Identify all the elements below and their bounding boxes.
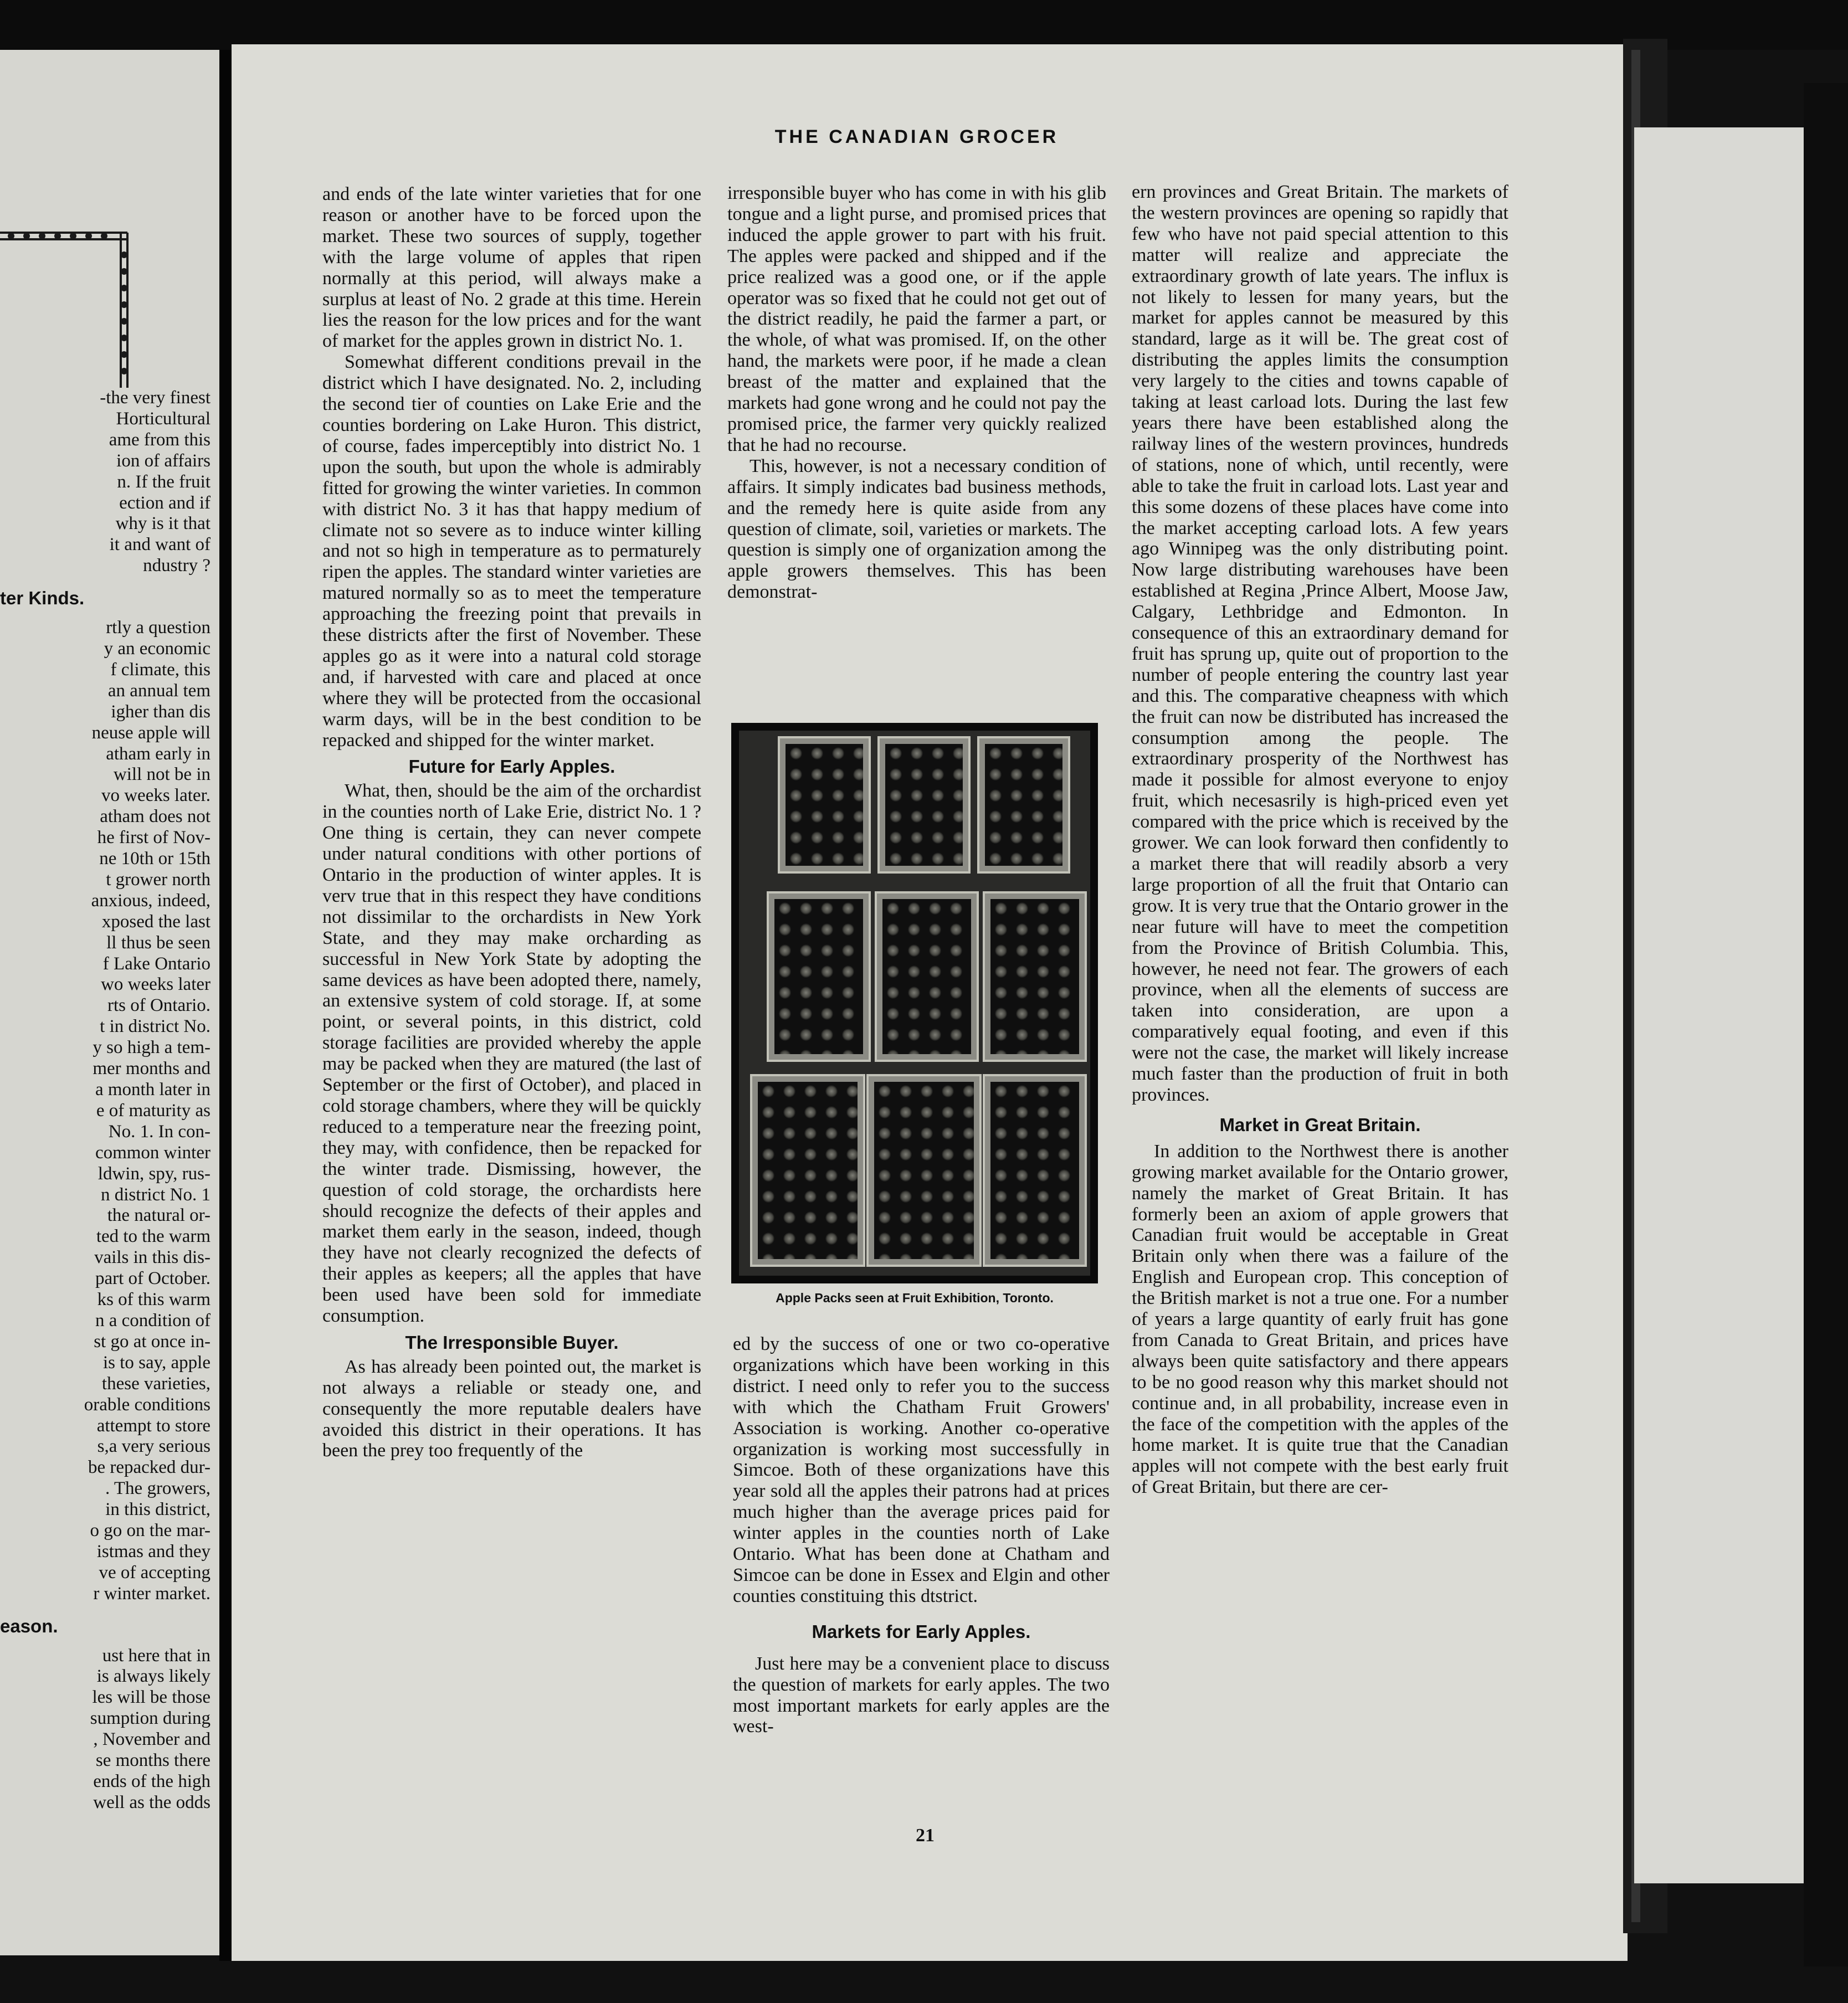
paragraph: ed by the success of one or two co-operative organizations which have been working in this district. I need only to refer you to the success with which the Chatham Fruit Growers' Association is working. Another co-operative organization is working most successfully in Simcoe. Both of these organizations have this year sold all the apples their patrons had at prices much higher than the average prices paid for winter apples in the counties north of Lake Ontario. What has been done at Chatham and Simcoe can be done in Essex and Elgin and other counties constituing this dtstrict.: [733, 1334, 1110, 1606]
left-page-line: be repacked dur-: [88, 1457, 211, 1478]
dark-scan-edge: [0, 0, 1848, 50]
paragraph: and ends of the late winter varieties that for one reason or another have to be forced upon the market. These two sources of supply, together with the large volume of apples that ripen normally at this period, will always make a surplus at least of No. 2 grade at this time. Herein lies the reason for the low prices and for the want of market for the apples grown in district No. 1.: [322, 184, 701, 352]
left-page-line: e of maturity as: [96, 1100, 211, 1121]
section-heading: Future for Early Apples.: [408, 756, 615, 777]
left-page-line: why is it that: [115, 513, 211, 534]
column-2-top: [727, 183, 1106, 603]
right-page-fragment: [1634, 127, 1804, 1883]
left-page-line: y an economic: [104, 638, 211, 659]
left-page-line: ne 10th or 15th: [99, 849, 211, 869]
left-page-line: ust here that in: [102, 1645, 211, 1666]
left-page-line: y so high a tem-: [93, 1038, 211, 1058]
left-page-line: ldwin, spy, rus-: [97, 1163, 211, 1184]
left-page-line: ame from this: [109, 429, 211, 450]
apple-crate: [977, 736, 1070, 874]
left-page-line: Horticultural: [116, 408, 211, 429]
paragraph: Just here may be a convenient place to discuss the question of markets for early apples. The two most important markets for early apples are the west-: [733, 1653, 1110, 1737]
left-page-line: se months there: [95, 1750, 211, 1771]
left-page-line: ll thus be seen: [106, 932, 211, 953]
left-page-line: -the very finest: [100, 388, 211, 408]
section-heading: Markets for Early Apples.: [812, 1621, 1031, 1642]
left-page-line: ends of the high: [93, 1771, 211, 1791]
column-2-bottom: [733, 1334, 1110, 1737]
apple-crate: [866, 1074, 982, 1267]
paragraph: In addition to the Northwest there is another growing market available for the Ontario grower, namely the market of Great Britain. It has formerly been an axiom of apple growers that Canadian fruit would be acceptable in Great Britain only when there was a failure of the English and European crop. This conception of the British market is not a true one. For a number of years a large quantity of early fruit has gone from Canada to Great Britain, and prices have always been quite satisfactory and there appears to be no good reason why this market should not continue and, in all probability, increase even in the face of the competition with the apples of the home market. It is quite true that the Canadian apples will not compete with the best early fruit of Great Britain, but there are cer-: [1132, 1141, 1508, 1498]
left-page-line: common winter: [95, 1142, 211, 1163]
left-page-line: wo weeks later: [101, 974, 211, 995]
left-page-line: these varieties,: [101, 1373, 211, 1394]
left-page-line: ted to the warm: [96, 1226, 211, 1247]
left-page-line: will not be in: [113, 764, 211, 785]
right-shadow: [1804, 83, 1848, 1966]
left-page-line: is to say, apple: [103, 1352, 211, 1373]
paragraph: ern provinces and Great Britain. The markets of the western provinces are opening so rapidly that few who have not paid special attention to this matter will realize and appreciate the extraordinary growth of late years. The influx is not likely to lessen for many years, but the market for apples cannot be measured by this standard, large as it will be. The great cost of distributing the apples limits the consumption very largely to the cities and towns capable of taking at least carload lots. During the last few years there have been established along the railway lines of the western provinces, hundreds of stations, none of which, until recently, were able to take the fruit in carload lots. Last year and this some dozens of these places have come into the market accepting carload lots. A few years ago Winnipeg was the only distributing point. Now large distributing warehouses have been established at Regina ,Prince Albert, Moose Jaw, Calgary, Lethbridge and Edmonton. In consequence of this an extraordinary demand for fruit has sprung up, quite out of proportion to the number of people entering the country last year and this. The comparative cheapness with which the fruit can now be distributed has increased the consumption among the people. The extraordinary prosperity of the Northwest has made it possible for almost everyone to enjoy fruit, which necesasrily is high-priced even yet compared with the price which is received by the grower. We can look forward then confidently to a market there that will readily absorb a very large proportion of all the fruit that Ontario can grow. It is very true that the Ontario grower in the near future will have to meet the competition from the Province of British Columbia. This, however, he need not fear. The growers of each province, when all the elements of success are taken into consideration, are upon a comparatively equal footing, and even if this were not the case, the market will likely increase much faster than the production of fruit in both provinces.: [1132, 182, 1508, 1105]
paragraph: As has already been pointed out, the market is not always a reliable or steady one, and consequently the more reputable dealers have avoided this district in their operations. It has been the prey too frequently of the: [322, 1356, 701, 1461]
left-page-text: [0, 388, 211, 1814]
left-page-line: well as the odds: [93, 1792, 211, 1812]
left-page-line: No. 1. In con-: [108, 1121, 211, 1142]
left-page-line: he first of Nov-: [97, 828, 211, 848]
left-page-line: xposed the last: [101, 911, 211, 932]
left-page-line: o go on the mar-: [90, 1521, 211, 1541]
left-page-line: , November and: [93, 1729, 211, 1750]
left-page-line: attempt to store: [96, 1415, 211, 1436]
left-page-line: atham early in: [106, 743, 211, 764]
apple-crate: [983, 1074, 1087, 1267]
left-page-line: rtly a question: [106, 618, 211, 638]
left-page-line: n a condition of: [95, 1310, 211, 1331]
left-page-line: n. If the fruit: [117, 471, 211, 492]
left-page-line: ks of this warm: [97, 1290, 211, 1310]
left-page-line: vails in this dis-: [94, 1247, 211, 1268]
photo-caption: Apple Packs seen at Fruit Exhibition, Toronto.: [776, 1291, 1054, 1305]
left-page-line: neuse apple will: [91, 722, 211, 743]
left-page-line: les will be those: [92, 1687, 211, 1708]
apple-crate: [750, 1074, 865, 1267]
left-page-line: mer months and: [93, 1059, 211, 1079]
left-page-line: orable conditions: [84, 1394, 211, 1415]
column-1: [322, 184, 701, 1461]
left-page-line: ve of accepting: [99, 1562, 211, 1583]
paragraph: irresponsible buyer who has come in with his glib tongue and a light purse, and promised prices that induced the apple grower to part with his fruit. The apples were packed and shipped and if the price realized was a good one, or if the apple operator was so fixed that he could not get out of the district readily, he paid the farmer a part, or the whole, of what was promised. If, on the other hand, the markets were poor, if he made a clean breast of the matter and explained that the markets had gone wrong and he could not pay the promised price, the farmer very quickly realized that he had no recourse.: [727, 183, 1106, 455]
left-page-line: igher than dis: [111, 701, 211, 722]
paragraph: This, however, is not a necessary condition of affairs. It simply indicates bad business methods, and the remedy here is quite aside from any question of climate, soil, varieties or markets. The question is simply one of organization among the apple growers themselves. This has been demonstrat-: [727, 455, 1106, 603]
left-gutter-shadow: [219, 50, 232, 1961]
apple-crate: [983, 891, 1087, 1062]
left-page-line: n district No. 1: [101, 1184, 211, 1205]
paragraph: What, then, should be the aim of the orchardist in the counties north of Lake Erie, district No. 1 ? One thing is certain, they can never compete under natural conditions with other portions of Ontario in the production of winter apples. It is verv true that in this respect they have conditions not dissimilar to the orchardists in New York State, and they may make orcharding as successful in New York State by adopting the same devices as have been adopted there, namely, an extensive system of cold storage. If, at some point, or several points, in this district, cold storage facilities are provided whereby the apple may be packed when they are matured (the last of September or the first of October), and placed in cold storage chambers, where they will be quickly reduced to a temperature near the freezing point, they may, with confidence, then be repacked for the winter trade. Dismissing, however, the question of cold storage, the orchardists here should recognize the defects of their apples and market them early in the season, indeed, though they have not clearly recognized the defects of their apples as keepers; all the apples that have been used have been sold for immediate consumption.: [322, 780, 701, 1327]
apple-crate: [877, 736, 971, 874]
left-page-line: anxious, indeed,: [91, 890, 211, 911]
paragraph: Somewhat different conditions prevail in the district which I have designated. No. 2, including the second tier of counties on Lake Erie and the counties bordering on Lake Huron. This district, of course, fades imperceptibly into district No. 1 upon the south, but upon the whole is admirably fitted for growing the winter varieties. In common with district No. 3 it has that happy medium of climate not so severe as to induce winter killing and not so high in temperature as to permaturely ripen the apples. The standard winter varieties are matured normally so as to meet the temperature approaching the freezing point that prevails in these districts after the first of November. These apples go as it were into a natural cold storage and, if harvested with care and placed at once where they will be protected from the occasional warm days, will be in the best condition to be repacked and shipped for the winter market.: [322, 352, 701, 751]
left-page-line: it and want of: [109, 535, 211, 555]
left-page-line: ection and if: [119, 492, 211, 513]
left-page-line: t in district No.: [100, 1016, 211, 1037]
left-page-line: in this district,: [105, 1499, 211, 1520]
left-page-fragment: [0, 50, 222, 1955]
left-page-line: istmas and they: [96, 1541, 211, 1562]
decorative-border-ornament: [0, 177, 138, 388]
left-page-line: is always likely: [96, 1666, 211, 1687]
left-page-heading: eason.: [0, 1615, 58, 1636]
left-page-line: an annual tem: [107, 680, 211, 701]
section-heading: The Irresponsible Buyer.: [405, 1332, 619, 1353]
apple-crate: [778, 736, 871, 874]
left-page-line: rts of Ontario.: [107, 995, 211, 1016]
left-page-line: ndustry ?: [143, 556, 211, 576]
left-page-line: atham does not: [100, 807, 211, 827]
page-number: 21: [916, 1825, 935, 1846]
left-page-line: f climate, this: [110, 659, 211, 680]
left-page-line: st go at once in-: [94, 1331, 211, 1352]
apple-crate: [875, 891, 979, 1062]
left-page-line: vo weeks later.: [101, 785, 211, 806]
apple-packs-photo: [731, 723, 1098, 1283]
section-heading: Market in Great Britain.: [1219, 1114, 1421, 1135]
left-page-line: sumption during: [90, 1708, 211, 1729]
left-page-line: a month later in: [95, 1080, 211, 1100]
column-3: [1132, 182, 1508, 1498]
left-page-line: r winter market.: [93, 1583, 211, 1604]
left-page-line: s,a very serious: [97, 1436, 211, 1457]
running-head: THE CANADIAN GROCER: [774, 126, 1059, 147]
left-page-line: . The growers,: [105, 1478, 211, 1499]
apple-crate: [767, 891, 871, 1062]
left-page-line: t grower north: [106, 869, 211, 890]
left-page-heading: ter Kinds.: [0, 588, 85, 609]
left-page-line: ion of affairs: [116, 450, 211, 471]
photo-image: [739, 731, 1090, 1276]
left-page-line: f Lake Ontario: [102, 953, 211, 974]
left-page-line: part of October.: [95, 1268, 211, 1289]
left-page-line: the natural or-: [107, 1205, 211, 1226]
